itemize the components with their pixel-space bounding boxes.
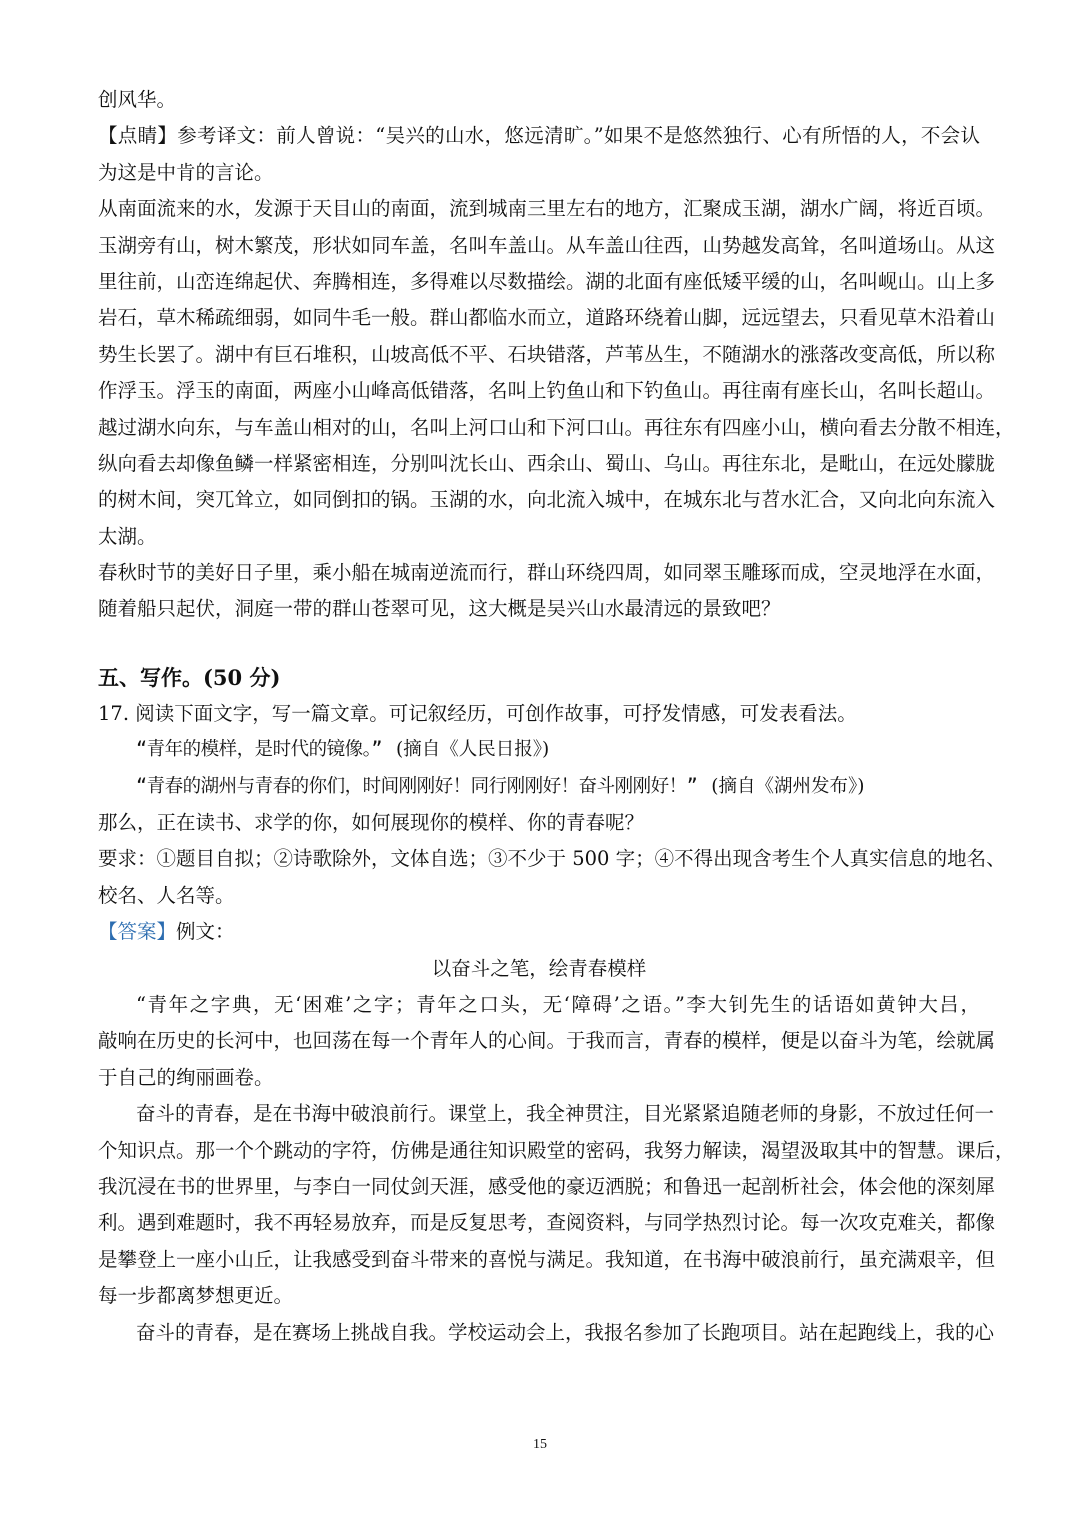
text-line: 于自己的绚丽画卷。 <box>98 1065 274 1089</box>
text-line: “青年之字典，无‘困难’之字；青年之口头，无‘障碍’之语。”李大钊先生的话语如黄钟大吕， <box>136 992 980 1016</box>
text-line: 岩石，草木稀疏细弱，如同牛毛一般。群山都临水而立，道路环绕着山脚，远远望去，只看见草木沿着山 <box>98 306 996 330</box>
text-line: 是攀登上一座小山丘，让我感受到奋斗带来的喜悦与满足。我知道，在书海中破浪前行，虽充满艰辛，但 <box>98 1247 996 1271</box>
text-line: 里往前，山峦连绵起伏、奔腾相连，多得难以尽数描绘。湖的北面有座低矮平缓的山，名叫岘山。山上多 <box>98 269 996 293</box>
text-line: 奋斗的青春，是在书海中破浪前行。课堂上，我全神贯注，目光紧紧追随老师的身影，不放过任何一 <box>136 1102 995 1126</box>
text-line: 作浮玉。浮玉的南面，两座小山峰高低错落，名叫上钓鱼山和下钓鱼山。再往南有座长山，名叫长超山。 <box>98 379 996 403</box>
text-line: 创风华。 <box>98 88 177 111</box>
page-number: 15 <box>533 1437 547 1452</box>
section-title: 五、写作。(50 分) <box>98 664 281 690</box>
text-line: 从南面流来的水，发源于天目山的南面，流到城南三里左右的地方，汇聚成玉湖，湖水广阔，将近百顷。 <box>98 197 996 221</box>
quote-text: “青年的模样，是时代的镜像。” <box>136 739 383 761</box>
answer-tag: 【答案】 <box>98 920 177 944</box>
translation-block <box>98 82 1015 628</box>
quote-source: (摘自《湖州发布》) <box>711 775 865 797</box>
quote-line <box>98 769 980 805</box>
text-line: 每一步都离梦想更近。 <box>98 1284 294 1308</box>
text-line: 【点睛】参考译文：前人曾说：“吴兴的山水，悠远清旷。”如果不是悠然独行、心有所悟的人，不会认 <box>98 124 980 148</box>
essay-paragraph <box>98 1096 1015 1314</box>
quote-source: (摘自《人民日报》) <box>396 739 550 761</box>
text-line: 玉湖旁有山，树木繁茂，形状如同车盖，名叫车盖山。从车盖山往西，山势越发高耸，名叫道场山。从这 <box>98 233 996 257</box>
quote-text: “青春的湖州与青春的你们，时间刚刚好！同行刚刚好！奋斗刚刚好！” <box>136 775 698 797</box>
requirements-line: 校名、人名等。 <box>98 883 235 907</box>
text-line: 我沉浸在书的世界里，与李白一同仗剑天涯，感受他的豪迈洒脱；和鲁迅一起剖析社会，体会他的深刻犀 <box>98 1174 996 1198</box>
text-line: 奋斗的青春，是在赛场上挑战自我。学校运动会上，我报名参加了长跑项目。站在起跑线上，我的心 <box>136 1320 995 1344</box>
text-line: 利。遇到难题时，我不再轻易放弃，而是反复思考，查阅资料，与同学热烈讨论。每一次攻克难关，都像 <box>98 1211 996 1235</box>
essay-paragraph <box>98 987 996 1096</box>
question-ask: 那么，正在读书、求学的你，如何展现你的模样、你的青春呢？ <box>98 811 645 835</box>
essay-title: 以奋斗之笔，绘青春模样 <box>431 956 647 980</box>
essay-paragraph <box>98 1315 995 1351</box>
requirements-line: 要求：①题目自拟；②诗歌除外，文体自选；③不少于 500 字；④不得出现含考生个人真实信息的地名、 <box>98 847 1006 871</box>
question-prompt: 17. 阅读下面文字，写一篇文章。可记叙经历，可创作故事，可抒发情感，可发表看法。 <box>98 701 857 725</box>
text-line: 春秋时节的美好日子里，乘小船在城南逆流而行，群山环绕四周，如同翠玉雕琢而成，空灵地浮在水面， <box>98 561 996 585</box>
text-line: 纵向看去却像鱼鳞一样紧密相连，分别叫沈长山、西余山、蜀山、乌山。再往东北，是毗山，在远处朦胧 <box>98 451 996 475</box>
text-line: 越过湖水向东，与车盖山相对的山，名叫上河口山和下河口山。再往东有四座小山，横向看去分散不相连， <box>98 415 1015 439</box>
answer-lead: 例文： <box>176 920 235 944</box>
text-line: 势生长罢了。湖中有巨石堆积，山坡高低不平、石块错落，芦苇丛生，不随湖水的涨落改变高低，所以称 <box>98 342 996 366</box>
quote-line <box>98 732 980 768</box>
text-line: 敲响在历史的长河中，也回荡在每一个青年人的心间。于我而言，青春的模样，便是以奋斗为笔，绘就属 <box>98 1029 996 1053</box>
question-block <box>98 696 1006 914</box>
text-line: 为这是中肯的言论。 <box>98 160 274 184</box>
answer-block <box>98 914 1015 1351</box>
text-line: 随着船只起伏，洞庭一带的群山苍翠可见，这大概是吴兴山水最清远的景致吧？ <box>98 597 781 621</box>
text-line: 的树木间，突兀耸立，如同倒扣的锅。玉湖的水，向北流入城中，在城东北与苕水汇合，又向北向东流入 <box>98 488 996 512</box>
text-line: 个知识点。那一个个跳动的字符，仿佛是通往知识殿堂的密码，我努力解读，渴望汲取其中的智慧。课后， <box>98 1138 1015 1162</box>
text-line: 太湖。 <box>98 524 157 548</box>
answer-header <box>98 914 980 950</box>
document-body <box>98 82 1015 1351</box>
